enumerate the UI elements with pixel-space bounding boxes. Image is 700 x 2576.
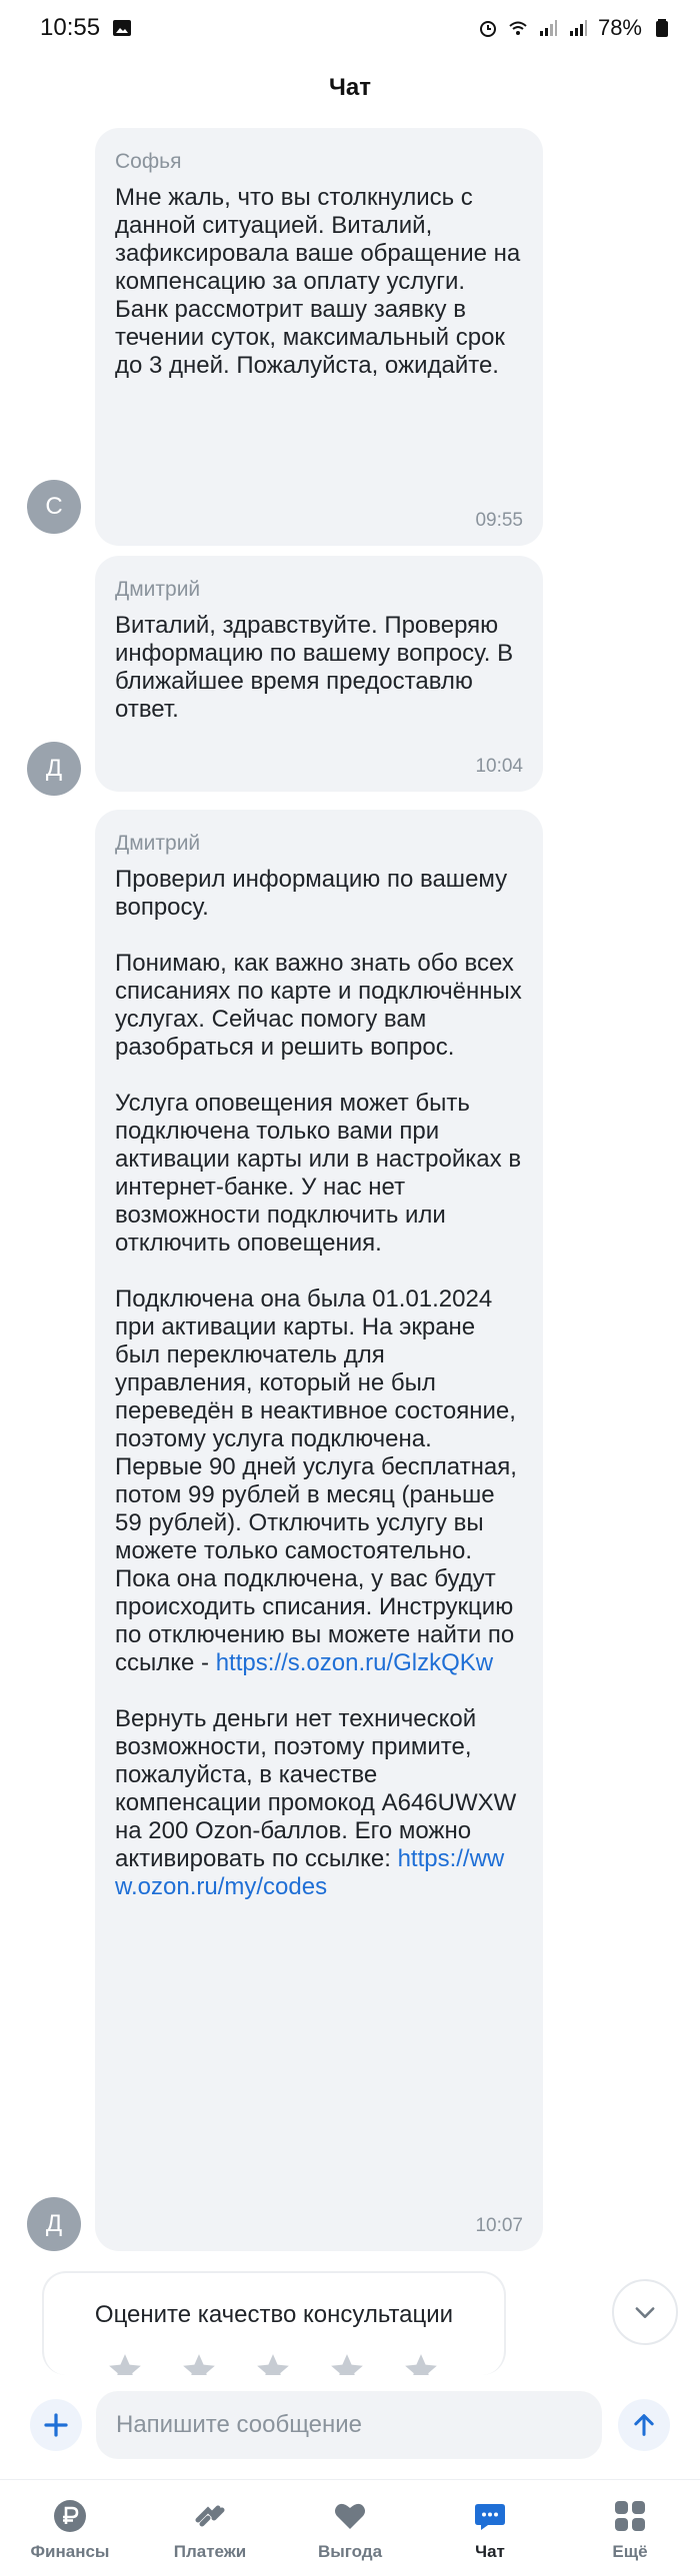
send-button[interactable] xyxy=(618,2399,670,2451)
page-title: Чат xyxy=(329,74,371,101)
status-time: 10:55 xyxy=(40,14,101,41)
codes-link[interactable]: https://www.ozon.ru/my/codes xyxy=(115,1845,505,1900)
transfer-icon xyxy=(192,2498,228,2534)
message-bubble xyxy=(95,810,543,2251)
message-time: 09:55 xyxy=(475,510,523,531)
message-text: Виталий, здравствуйте. Проверяю информацию по вашему вопросу. В ближайшее время предоставлю ответ. xyxy=(115,612,514,723)
status-bar xyxy=(0,0,700,56)
message-paragraph: Услуга оповещения может быть подключена только вами при активации карты или в настройках в интернет-банке. У нас нет возможности подключить или отключить оповещения. xyxy=(115,1090,522,1257)
message-input[interactable] xyxy=(96,2391,602,2459)
rating-stars xyxy=(106,2351,440,2375)
star-icon[interactable] xyxy=(402,2351,440,2375)
gallery-icon xyxy=(112,18,132,38)
bottom-nav xyxy=(0,2479,700,2576)
message-paragraph: Проверил информацию по вашему вопросу. xyxy=(115,866,508,921)
instruction-link[interactable]: https://s.ozon.ru/GlzkQKw xyxy=(215,1649,494,1676)
star-icon[interactable] xyxy=(180,2351,218,2375)
nav-item-payments[interactable] xyxy=(150,2498,270,2562)
alarm-icon xyxy=(478,18,498,38)
nav-label: Выгода xyxy=(317,2542,383,2561)
chat-header xyxy=(0,56,700,120)
message-time: 10:04 xyxy=(475,756,523,777)
message-paragraph: Понимаю, как важно знать обо всех списаниях по карте и подключённых услугах. Сейчас помогу вам разобраться и решить вопрос. xyxy=(115,950,522,1061)
rating-card xyxy=(42,2271,506,2375)
star-icon[interactable] xyxy=(254,2351,292,2375)
star-icon[interactable] xyxy=(106,2351,144,2375)
signal-icon-2 xyxy=(568,18,588,38)
nav-item-chat[interactable] xyxy=(430,2498,550,2562)
arrow-up-icon xyxy=(630,2411,658,2439)
attach-button[interactable] xyxy=(30,2399,82,2451)
avatar: Д xyxy=(27,742,81,796)
heart-icon xyxy=(332,2498,368,2534)
battery-icon xyxy=(652,18,672,38)
message-composer xyxy=(0,2375,700,2475)
message-paragraph-with-link xyxy=(115,1286,523,1677)
scroll-down-button[interactable] xyxy=(612,2279,678,2345)
nav-item-benefits[interactable] xyxy=(290,2498,410,2562)
message-paragraph-with-link xyxy=(115,1705,523,1901)
chat-icon xyxy=(472,2498,508,2534)
plus-icon xyxy=(41,2410,71,2440)
chevron-down-icon xyxy=(631,2298,659,2326)
avatar: С xyxy=(27,480,81,534)
message-sender: Софья xyxy=(115,150,182,173)
message-bubble xyxy=(95,556,543,792)
message-sender: Дмитрий xyxy=(115,832,201,855)
signal-icon xyxy=(538,18,558,38)
nav-label: Платежи xyxy=(173,2542,247,2561)
message-bubble xyxy=(95,128,543,546)
ruble-icon xyxy=(52,2498,88,2534)
nav-label: Чат xyxy=(475,2542,505,2561)
battery-percent: 78% xyxy=(597,15,642,40)
avatar: Д xyxy=(27,2197,81,2251)
nav-item-finance[interactable] xyxy=(10,2498,130,2562)
rating-title: Оцените качество консультации xyxy=(94,2301,454,2328)
star-icon[interactable] xyxy=(328,2351,366,2375)
message-sender: Дмитрий xyxy=(115,578,201,601)
message-time: 10:07 xyxy=(475,2215,523,2236)
message-paragraph: Подключена она была 01.01.2024 при активации карты. На экране был переключатель для управления, который не был переведён в неактивное состояние, поэтому услуга подключена. Первые 90 дней услуга бесплатная, потом 99 рублей в месяц (раньше 59 рублей). Отключить услугу вы можете только самостоятельно. Пока она подключена, у вас будут происходить списания. Инструкцию по отключению вы можете найти по ссылке - xyxy=(115,1286,517,1676)
nav-label: Ещё xyxy=(612,2542,648,2561)
wifi-icon xyxy=(508,18,528,38)
message-text: Мне жаль, что вы столкнулись с данной ситуацией. Виталий, зафиксировала ваше обращение на компенсацию за оплату услуги. Банк рассмотрит вашу заявку в течении суток, максимальный срок до 3 дней. Пожалуйста, ожидайте. xyxy=(115,184,521,379)
nav-item-more[interactable] xyxy=(570,2498,690,2562)
nav-label: Финансы xyxy=(30,2542,110,2561)
grid-icon xyxy=(612,2498,648,2534)
message-paragraph: Вернуть деньги нет технической возможности, поэтому примите, пожалуйста, в качестве компенсации промокод A646UWXW на 200 Ozon-баллов. Его можно активировать по ссылке: xyxy=(115,1705,517,1872)
